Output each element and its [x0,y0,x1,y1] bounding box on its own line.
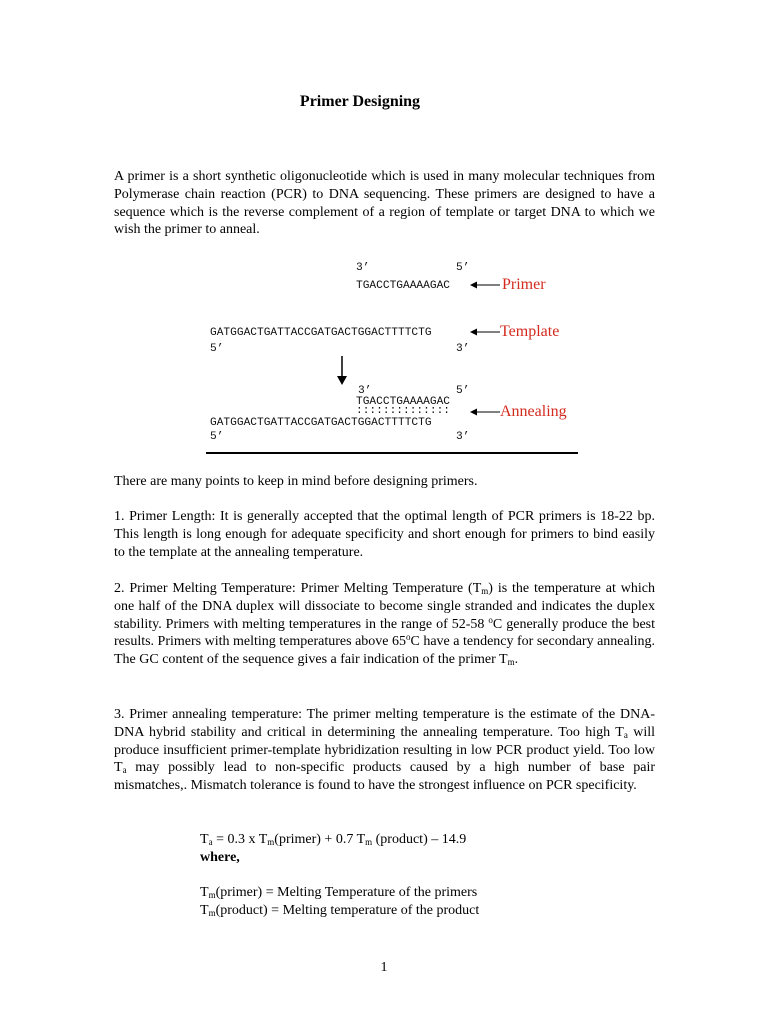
diagram-divider [206,452,578,454]
primer-arrow-icon [470,279,502,291]
template-3-end: 3’ [456,343,470,355]
annealing-formula: $T_a = 0.3$ x $T_m(primer) + 0.7$ $T_m$ (product) – 14.9 [200,832,467,847]
template-label: Template [500,323,560,340]
anneal-template-3-end: 3’ [456,431,470,443]
point-annealing-temperature: 3. Primer annealing temperature: The primer melting temperature is the estimate of the DNA-DNA hybrid stability and critical in determining the annealing temperature. Too high $T_a$ will produce insufficient primer-template hybridization resulting in low PCR product yield. Too low $T_a$ may possibly lead to non-specific products caused by a high number of base pair mismatches,. Mismatch tolerance is found to have the strongest influence on PCR specificity. [114,707,656,794]
points-intro: There are many points to keep in mind before designing primers. [114,474,478,489]
formula-where: where, [200,850,240,865]
down-arrow-icon [335,356,349,386]
primer-label: Primer [502,276,546,293]
page-number: 1 [380,960,388,975]
template-sequence: GATGGACTGATTACCGATGACTGGACTTTTCTG [210,327,432,339]
intro-paragraph: A primer is a short synthetic oligonucleotide which is used in many molecular techniques from Polymerase chain reaction (PCR) to DNA sequencing. These primers are designed to have a sequence which is the reverse complement of a region of template or target DNA to which we wish the primer to anneal. [114,169,655,238]
primer-5-end: 5’ [456,262,470,274]
annealing-label: Annealing [500,403,567,420]
anneal-template-5-end: 5’ [210,431,224,443]
anneal-primer-3-end: 3’ [358,385,372,397]
template-5-end: 5’ [210,343,224,355]
page-title: Primer Designing [299,93,421,110]
primer-3-end: 3’ [356,262,370,274]
primer-sequence: TGACCTGAAAAGAC [356,280,450,292]
point-primer-length: 1. Primer Length: It is generally accepted that the optimal length of PCR primers is 18-22 bp. This length is long enough for adequate specificity and short enough for primers to bind easily to the template at the annealing temperature. [114,509,655,560]
definition-tm-primer: $T_m(primer)$ = Melting Temperature of the primers [200,885,478,900]
point-melting-temperature: 2. Primer Melting Temperature: Primer Melting Temperature $(T_m)$ is the temperature at which one half of the DNA duplex will dissociate to become single stranded and indicates the duplex stability. Primers with melting temperatures in the range of 52-58 $^o$C generally produce the best results. Primers with melting temperatures above 65$^o$C have a tendency for secondary annealing. The GC content of the sequence gives a fair indication of the primer $T_m$. [114,581,656,668]
definition-tm-product: $T_m(product)$ = Melting temperature of the product [200,903,480,918]
anneal-primer-sequence: TGACCTGAAAAGAC [356,396,450,408]
annealing-arrow-icon [470,406,502,418]
anneal-template-sequence: GATGGACTGATTACCGATGACTGGACTTTTCTG [210,417,432,429]
anneal-primer-5-end: 5’ [456,385,470,397]
base-pair-dots: :::::::::::::: [356,405,450,417]
template-arrow-icon [470,326,502,338]
